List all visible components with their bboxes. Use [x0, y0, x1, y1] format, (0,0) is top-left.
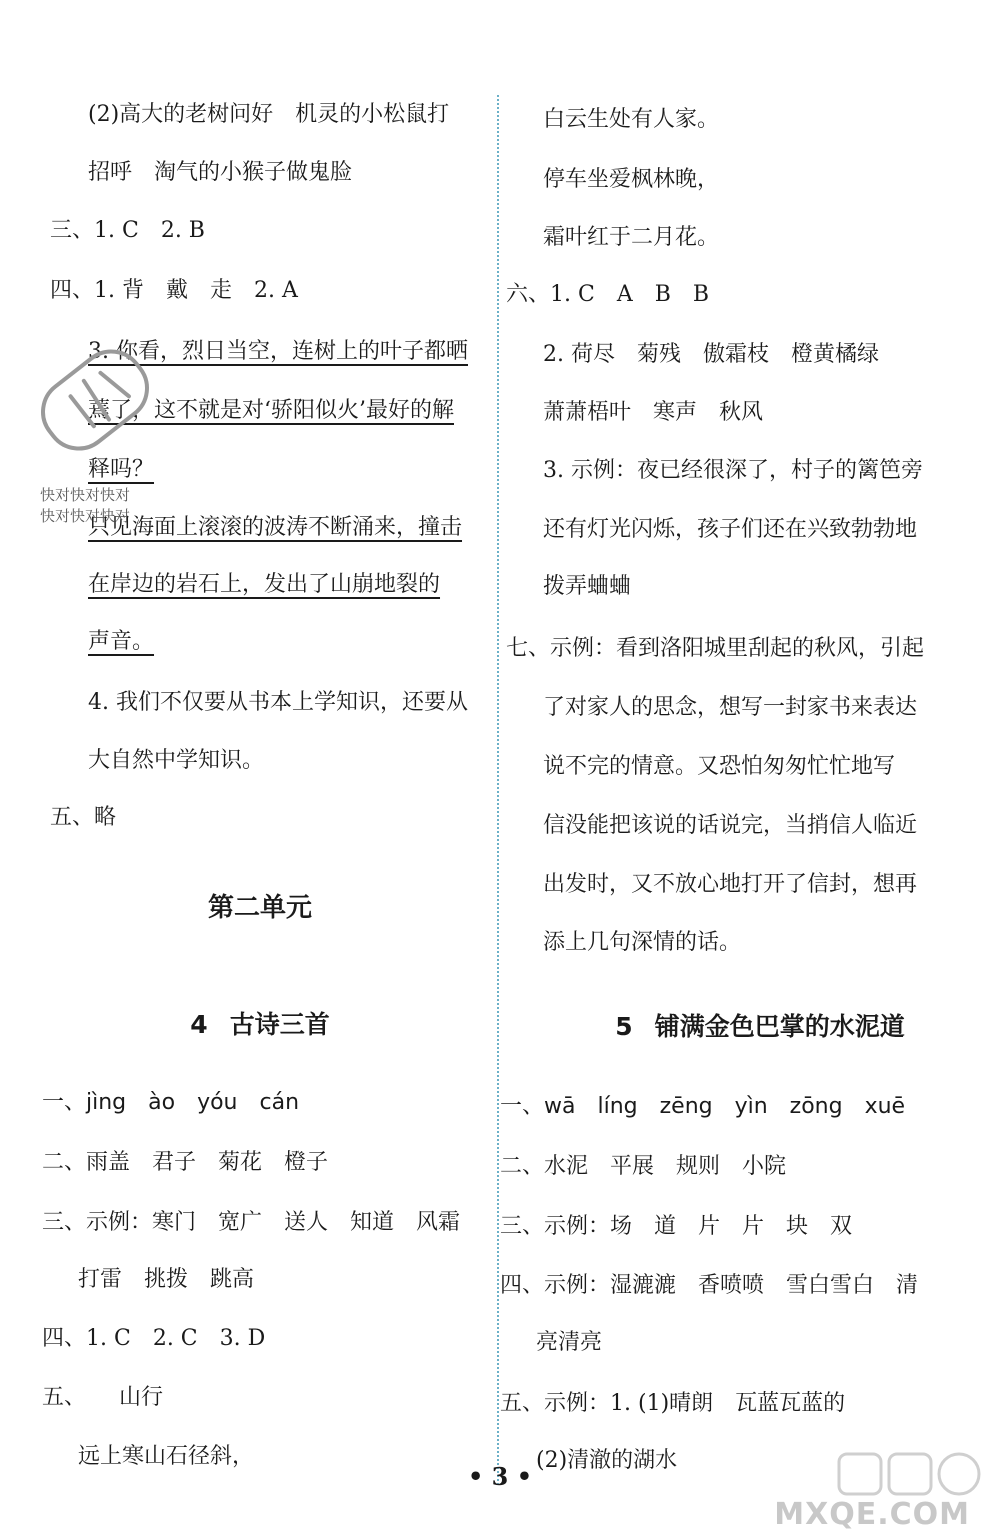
right-line-10: 七、示例：看到洛阳城里刮起的秋风，引起 [506, 636, 925, 661]
left-line-17: 打雷 挑拨 跳高 [78, 1267, 255, 1292]
left-line-13: 五、略 [50, 805, 117, 830]
right-line-21: 五、示例：1. (1)晴朗 瓦蓝瓦蓝的 [500, 1391, 846, 1416]
right-line-17: 二、水泥 平展 规则 小院 [500, 1154, 787, 1179]
site-watermark-text: MXQE.COM [774, 1497, 970, 1532]
left-line-1: (2)高大的老树问好 机灵的小松鼠打 [88, 102, 450, 127]
lesson-4-number: 4 [190, 1010, 208, 1039]
left-line-18: 四、1. C 2. C 3. D [42, 1326, 266, 1351]
left-line-9: 在岸边的岩石上，发出了山崩地裂的 [88, 572, 441, 597]
right-line-1: 白云生处有人家。 [543, 107, 720, 132]
page-number: • 3 • [467, 1462, 533, 1491]
right-line-5: 2. 荷尽 菊残 傲霜枝 橙黄橘绿 [543, 342, 879, 367]
right-line-19: 四、示例：湿漉漉 香喷喷 雪白雪白 清 [500, 1273, 919, 1298]
left-line-4: 四、1. 背 戴 走 2. A [50, 278, 298, 303]
right-line-2: 停车坐爱枫林晚， [543, 167, 720, 192]
right-line-16: 一、wā líng zēng yìn zōng xuē [500, 1094, 906, 1119]
watermark-logo-icon [20, 320, 170, 480]
left-line-7: 释吗？ [88, 457, 155, 482]
right-line-13: 信没能把该说的话说完，当捎信人临近 [543, 813, 918, 838]
left-line-5: 3. 你看，烈日当空，连树上的叶子都晒 [88, 339, 468, 364]
lesson-4-title: 古诗三首 [229, 1010, 330, 1039]
lesson-5-title: 铺满金色巴掌的水泥道 [654, 1012, 905, 1041]
right-line-15: 添上几句深情的话。 [543, 930, 742, 955]
lesson-5-title-row [520, 1012, 1000, 1042]
left-line-14: 一、jìng ào yóu cán [42, 1090, 300, 1115]
right-line-3: 霜叶红于二月花。 [543, 225, 720, 250]
right-line-20: 亮清亮 [536, 1330, 603, 1355]
lesson-5-number: 5 [615, 1012, 633, 1041]
right-line-6: 萧萧梧叶 寒声 秋风 [543, 400, 764, 425]
left-line-8: 只见海面上滚滚的波涛不断涌来，撞击 [88, 515, 463, 540]
right-line-9: 拨弄蛐蛐 [543, 574, 632, 599]
left-line-11: 4. 我们不仅要从书本上学知识，还要从 [88, 690, 468, 715]
watermark-text-2: 快对快对快对 [40, 507, 131, 525]
right-line-14: 出发时，又不放心地打开了信封，想再 [543, 872, 918, 897]
right-line-7: 3. 示例：夜已经很深了，村子的篱笆旁 [543, 458, 923, 483]
right-line-11: 了对家人的思念，想写一封家书来表达 [543, 695, 918, 720]
left-line-19: 五、 山行 [42, 1385, 164, 1410]
lesson-4-title-row [0, 1010, 520, 1040]
right-line-18: 三、示例：场 道 片 片 块 双 [500, 1214, 853, 1239]
left-line-20: 远上寒山石径斜， [78, 1444, 255, 1469]
left-line-12: 大自然中学知识。 [88, 748, 265, 773]
left-line-6: 蔫了，这不就是对‘骄阳似火’最好的解 [88, 398, 454, 423]
unit-title: 第二单元 [207, 893, 312, 923]
left-line-2: 招呼 淘气的小猴子做鬼脸 [88, 160, 353, 185]
site-logo-icon [835, 1450, 985, 1498]
right-line-12: 说不完的情意。又恐怕匆匆忙忙地写 [543, 754, 896, 779]
right-line-22: (2)清澈的湖水 [536, 1448, 678, 1473]
left-line-10: 声音。 [88, 629, 155, 654]
right-line-4: 六、1. C A B B [506, 282, 710, 307]
right-line-8: 还有灯光闪烁，孩子们还在兴致勃勃地 [543, 517, 918, 542]
watermark-text-1: 快对快对快对 [40, 486, 131, 504]
left-line-16: 三、示例：寒门 宽广 送人 知道 风霜 [42, 1210, 461, 1235]
left-line-3: 三、1. C 2. B [50, 218, 205, 243]
left-line-15: 二、雨盖 君子 菊花 橙子 [42, 1150, 329, 1175]
column-divider [497, 95, 499, 1485]
